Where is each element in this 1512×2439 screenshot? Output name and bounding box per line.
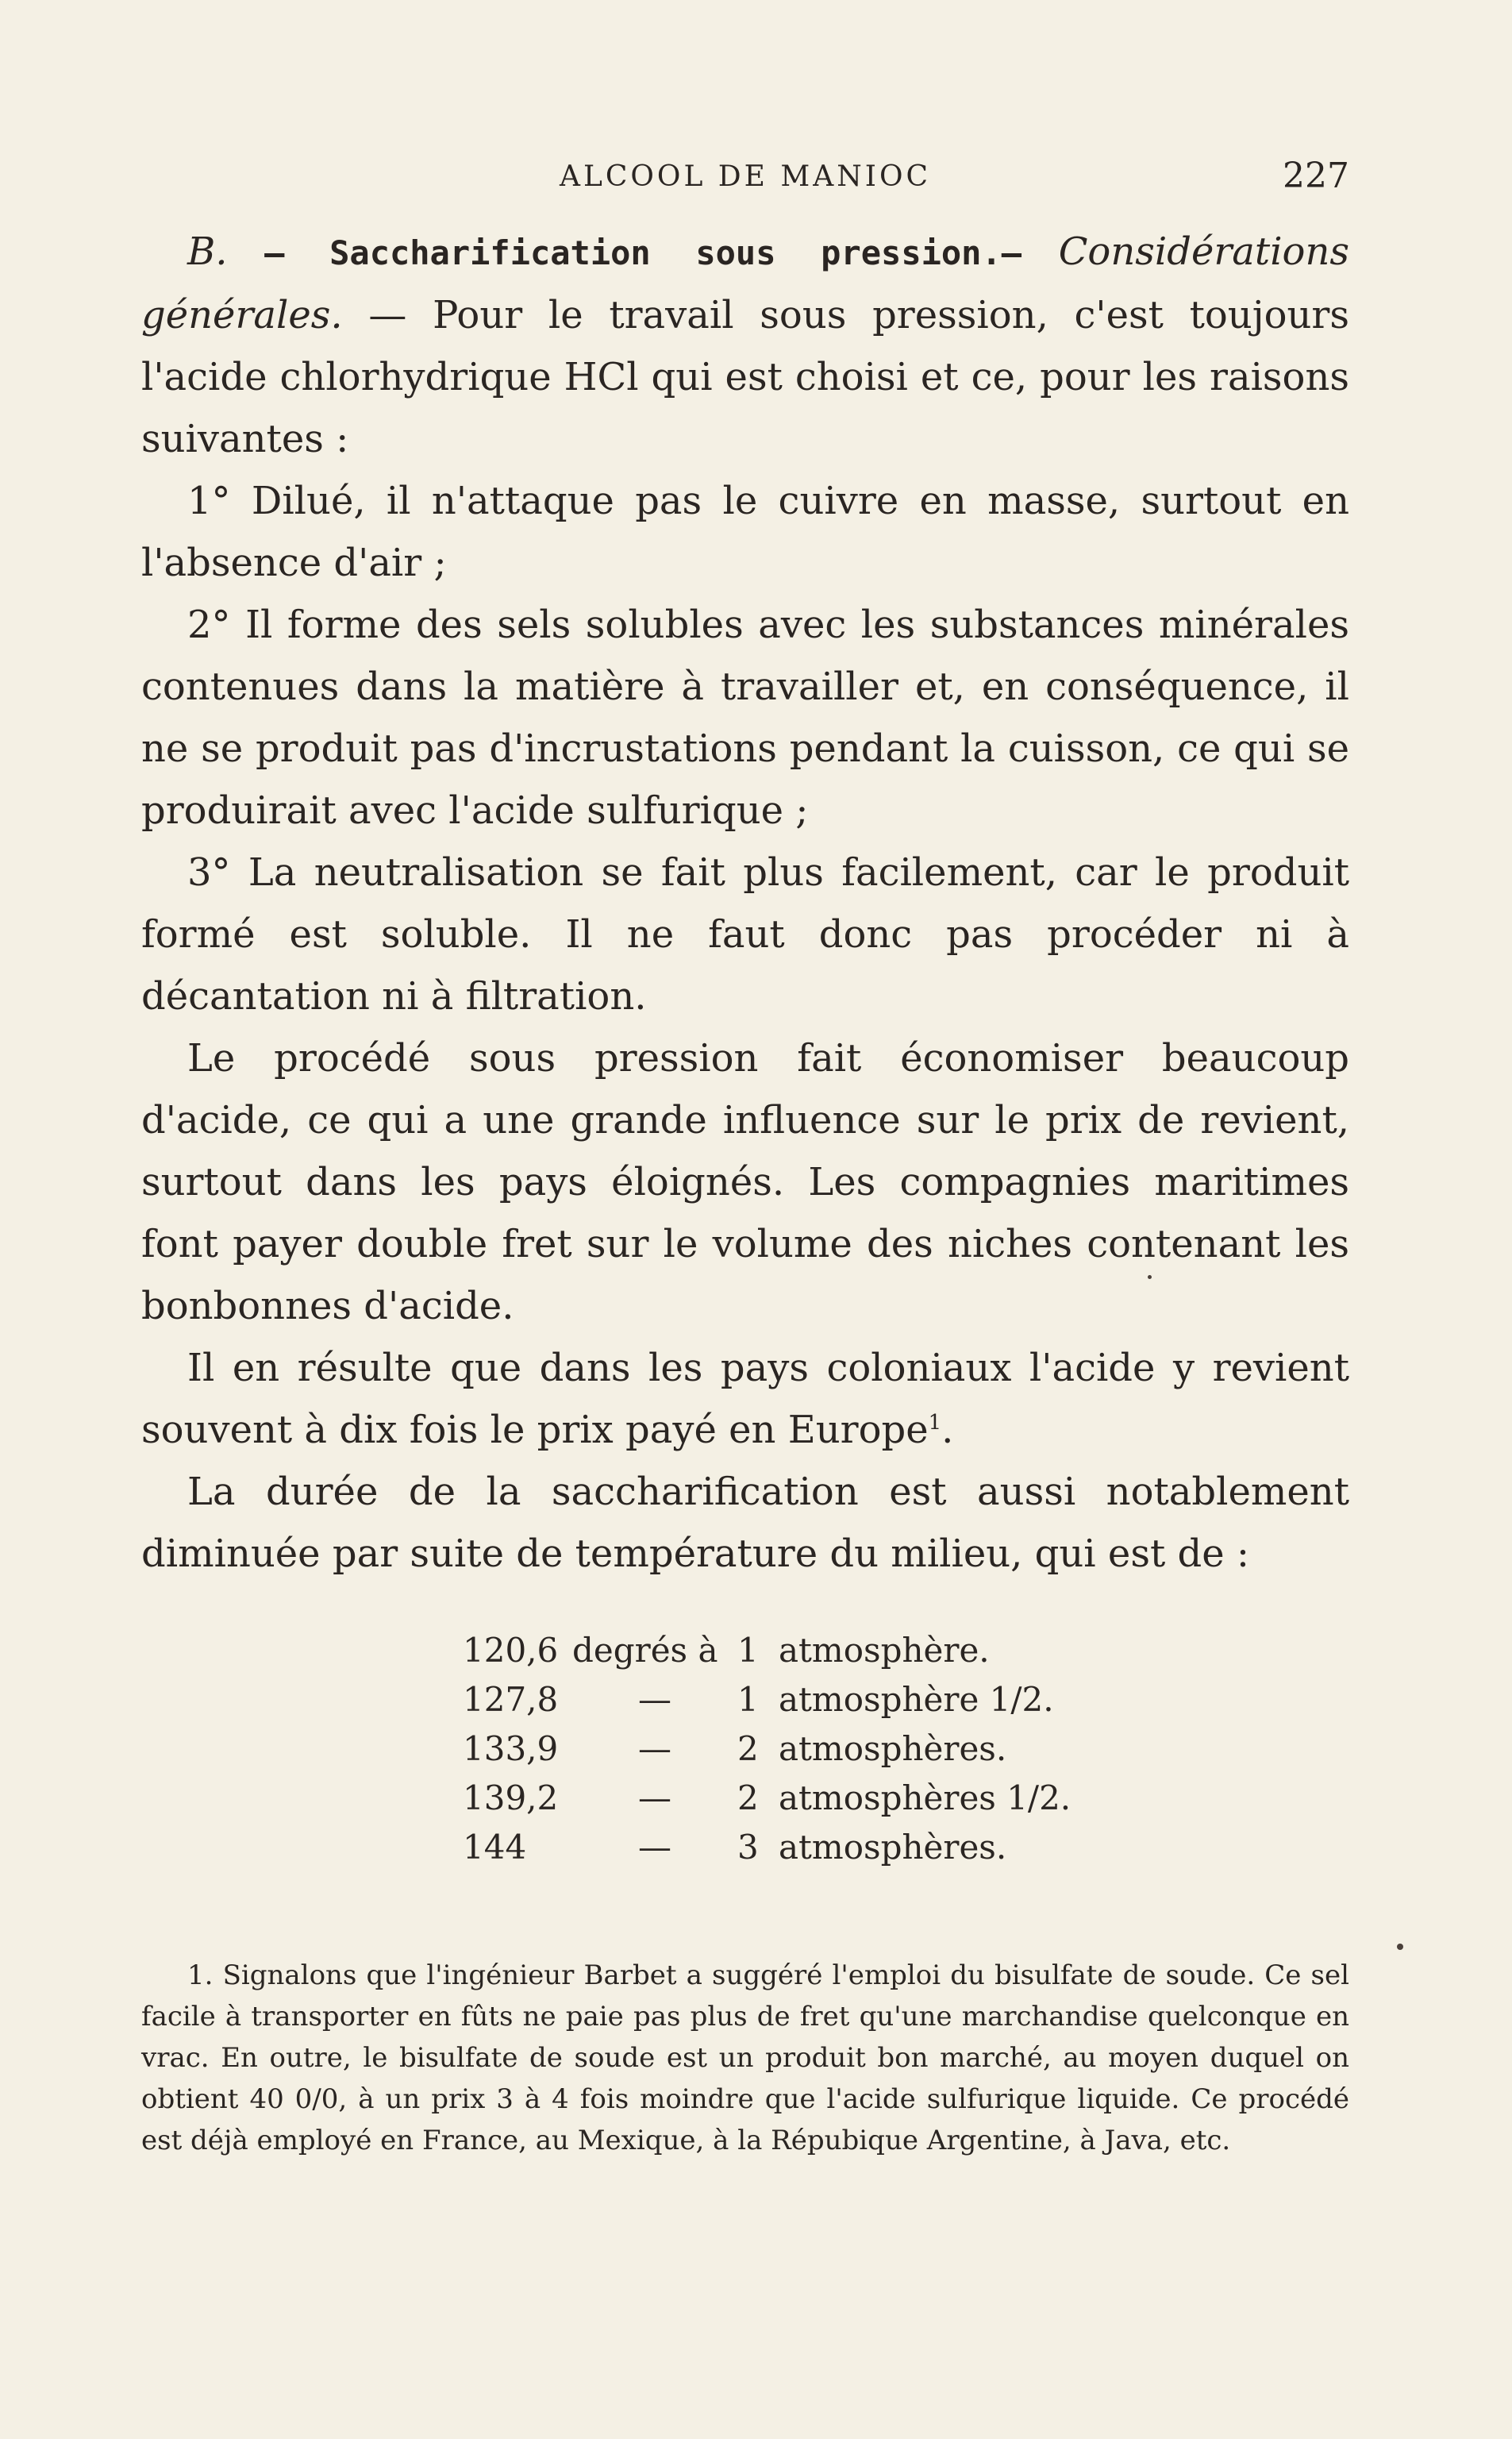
paragraph-colonial-cost	[141, 1337, 1349, 1461]
separator: degrés à	[572, 1631, 718, 1670]
atmosphere-count: 1	[737, 1631, 759, 1670]
separator: —	[638, 1729, 671, 1768]
paragraph-duration: La durée de la saccharification est aussi notablement diminuée par suite de température du milieu, qui est de :	[141, 1470, 1349, 1576]
temperature-value: 120,6	[463, 1631, 559, 1670]
atmosphere-unit: atmosphère.	[779, 1631, 990, 1670]
footnote-number: 1.	[187, 1959, 214, 1991]
atmosphere-count: 3	[737, 1828, 759, 1867]
paragraph-saccharification	[141, 221, 1349, 470]
page-number: 227	[1283, 156, 1349, 196]
temperature-value: 133,9	[463, 1729, 559, 1768]
section-heading: — Saccharification sous pression.—	[264, 233, 1022, 272]
paragraph-text: — Pour le travail sous pression, c'est toujours l'acide chlorhydrique HCl qui est choisi et ce, pour les raisons suivantes :	[141, 293, 1349, 461]
section-subheading: Considérations générales.	[141, 229, 1349, 337]
paragraph-1: 1° Dilué, il n'attaque pas le cuivre en masse, surtout en l'absence d'air ;	[141, 479, 1349, 585]
separator: —	[638, 1828, 671, 1867]
table-row	[463, 1774, 1071, 1823]
table-row	[463, 1626, 1071, 1675]
atmosphere-unit: atmosphères 1/2.	[779, 1778, 1071, 1817]
table-row	[463, 1724, 1071, 1774]
separator: —	[638, 1680, 671, 1719]
atmosphere-unit: atmosphères.	[779, 1828, 1007, 1867]
atmosphere-count: 1	[737, 1680, 759, 1719]
paragraph-end: .	[941, 1408, 954, 1452]
temperature-value: 144	[463, 1828, 527, 1867]
atmosphere-count: 2	[737, 1778, 759, 1817]
table-row	[463, 1823, 1071, 1872]
table-row	[463, 1675, 1071, 1724]
atmosphere-count: 2	[737, 1729, 759, 1768]
main-text	[141, 221, 1349, 1585]
running-title: ALCOOL DE MANIOC	[559, 160, 932, 193]
temperature-value: 127,8	[463, 1680, 559, 1719]
pressure-temperature-table	[463, 1626, 1071, 1872]
paper-speck	[1148, 1275, 1152, 1279]
atmosphere-unit: atmosphères.	[779, 1729, 1007, 1768]
temperature-value: 139,2	[463, 1778, 559, 1817]
section-label: B.	[187, 229, 228, 274]
footnote-reference: 1	[928, 1411, 942, 1435]
paragraph-2: 2° Il forme des sels solubles avec les substances minérales contenues dans la matière à travailler et, en conséquence, il ne se produit pas d'incrustations pendant la cuisson, ce qui se produirait avec l'acide sulfurique ;	[141, 603, 1349, 833]
paragraph-text: Il en résulte que dans les pays coloniaux l'acide y revient souvent à dix fois le prix payé en Europe	[141, 1346, 1349, 1452]
footnote-paragraph	[141, 1955, 1349, 2161]
footnote-text: Signalons que l'ingénieur Barbet a suggéré l'emploi du bisulfate de soude. Ce sel facile à transporter en fûts ne paie pas plus de fret qu'une marchandise quelconque en vrac. En outre, le bisulfate de soude est un produit bon marché, au moyen duquel on obtient 40 0/0, à un prix 3 à 4 fois moindre que l'acide sulfurique liquide. Ce procédé est déjà employé en France, au Mexique, à la Répubique Argentine, à Java, etc.	[141, 1959, 1349, 2156]
atmosphere-unit: atmosphère 1/2.	[779, 1680, 1054, 1719]
paragraph-pressure-process: Le procédé sous pression fait économiser beaucoup d'acide, ce qui a une grande influence sur le prix de revient, surtout dans les pays éloignés. Les compagnies maritimes font payer double fret sur le volume des niches contenant les bonbonnes d'acide.	[141, 1036, 1349, 1328]
paper-speck	[1397, 1944, 1403, 1950]
separator: —	[638, 1778, 671, 1817]
page-header	[141, 149, 1349, 205]
paragraph-3: 3° La neutralisation se fait plus facilement, car le produit formé est soluble. Il ne faut donc pas procéder ni à décantation ni à filtration.	[141, 850, 1349, 1019]
footnote	[141, 1955, 1349, 2161]
